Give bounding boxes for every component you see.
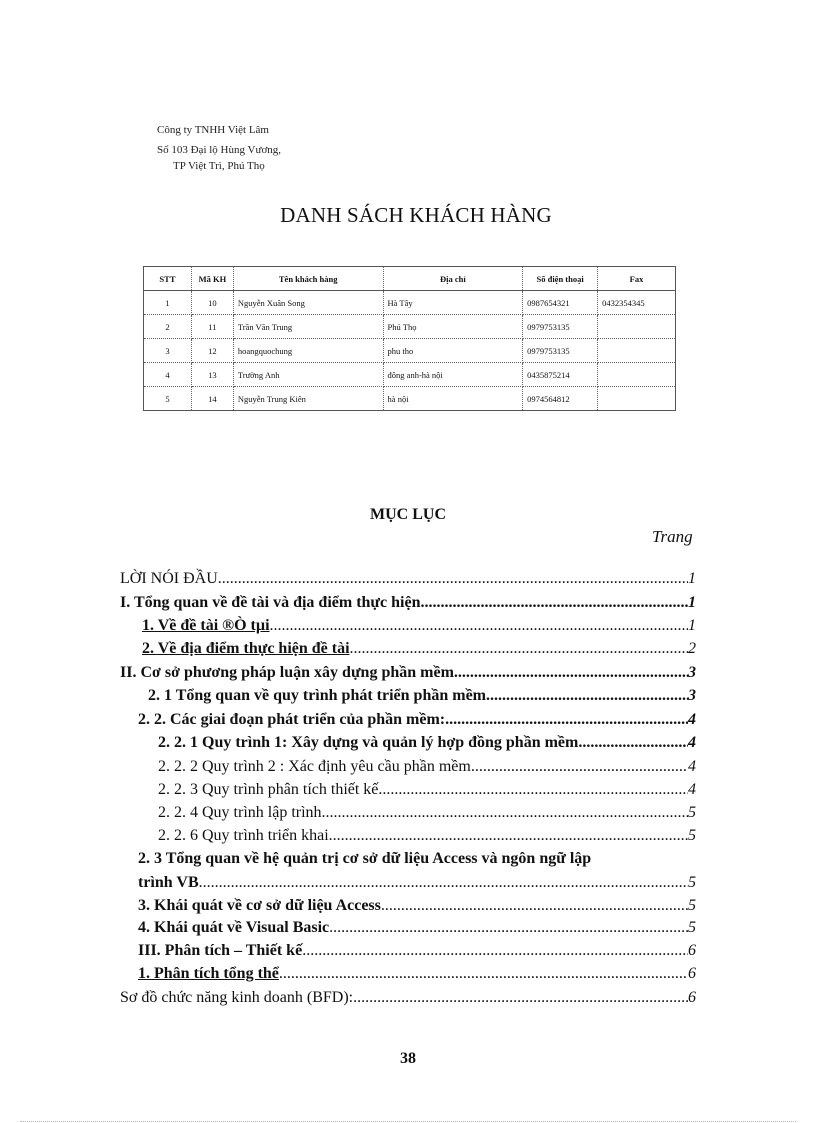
- table-cell: 5: [144, 387, 192, 411]
- toc-entry-text: II. Cơ sở phương pháp luận xây dựng phần mềm: [120, 664, 454, 681]
- table-cell: 0979753135: [523, 315, 598, 339]
- toc-entry-text: 4. Khái quát về Visual Basic: [138, 919, 330, 936]
- toc-entry-page: 5: [688, 919, 696, 936]
- table-cell: 10: [191, 291, 233, 315]
- table-row: [144, 339, 676, 363]
- toc-title: MỤC LỤC: [370, 506, 446, 523]
- table-cell: 0435875214: [523, 363, 598, 387]
- toc-entry-page: 4: [688, 734, 696, 751]
- toc-entry[interactable]: [158, 758, 696, 776]
- table-cell: 12: [191, 339, 233, 363]
- toc-entry-text: 2. 2. 6 Quy trình triển khai: [158, 827, 329, 844]
- column-header: Mã KH: [191, 267, 233, 291]
- toc-entry[interactable]: [158, 827, 696, 845]
- column-header: Số điện thoại: [523, 267, 598, 291]
- company-info: [157, 122, 281, 174]
- customer-table: [143, 266, 676, 411]
- toc-entry-page: 4: [688, 758, 696, 775]
- page-number: 38: [400, 1050, 416, 1067]
- toc-entry[interactable]: [138, 919, 696, 937]
- table-cell: phu tho: [383, 339, 523, 363]
- table-cell: [598, 363, 676, 387]
- page-footer-divider: [20, 1121, 796, 1122]
- table-cell: 13: [191, 363, 233, 387]
- table-cell: 0974564812: [523, 387, 598, 411]
- table-cell: Nguyễn Trung Kiên: [233, 387, 383, 411]
- toc-entry[interactable]: [148, 687, 696, 705]
- toc-entry-text: 2. 3 Tổng quan về hệ quản trị cơ sở dữ liệu Access và ngôn ngữ lập: [138, 850, 592, 867]
- toc-entry-page: 5: [688, 827, 696, 844]
- toc-entry-page: 5: [688, 897, 696, 914]
- table-header-row: [144, 267, 676, 291]
- toc-entry[interactable]: [158, 781, 696, 799]
- toc-entry[interactable]: [120, 594, 696, 612]
- table-cell: [598, 339, 676, 363]
- toc-entry[interactable]: [158, 804, 696, 822]
- table-cell: Phú Thọ: [383, 315, 523, 339]
- toc-entry[interactable]: [138, 942, 696, 960]
- toc-entry[interactable]: [138, 711, 696, 729]
- toc-entry[interactable]: [138, 965, 696, 983]
- toc-entry[interactable]: [138, 874, 696, 892]
- table-row: [144, 387, 676, 411]
- toc-entry-text: 1. Phân tích tổng thể: [138, 965, 279, 982]
- toc-page-label: Trang: [652, 527, 693, 546]
- toc-entry-text: 2. 2. 4 Quy trình lập trình: [158, 804, 322, 821]
- toc-entry-page: 2: [688, 640, 696, 657]
- toc-entry[interactable]: [120, 664, 696, 682]
- table-cell: 4: [144, 363, 192, 387]
- toc-entry-text: 2. 2. 2 Quy trình 2 : Xác định yêu cầu phần mềm: [158, 758, 471, 775]
- toc-entry-page: 6: [688, 942, 696, 959]
- column-header: Địa chỉ: [383, 267, 523, 291]
- table-cell: 0432354345: [598, 291, 676, 315]
- toc-entry-page: 1: [688, 594, 696, 611]
- toc-entry-page: 3: [688, 687, 696, 704]
- toc-entry[interactable]: [120, 570, 696, 588]
- company-address-line1: Số 103 Đại lộ Hùng Vương,: [157, 144, 282, 156]
- toc-entry[interactable]: [120, 989, 696, 1007]
- toc-entry[interactable]: [142, 640, 696, 658]
- toc-entry-page: 5: [688, 874, 696, 891]
- toc-entry-page: 4: [688, 781, 696, 798]
- toc-entry-text: I. Tổng quan về đề tài và địa điểm thực hiện: [120, 594, 421, 611]
- table-cell: 3: [144, 339, 192, 363]
- toc-entry-page: 6: [688, 989, 696, 1006]
- table-cell: Hà Tây: [383, 291, 523, 315]
- table-row: [144, 315, 676, 339]
- table-cell: 0987654321: [523, 291, 598, 315]
- toc-entry[interactable]: [138, 897, 696, 915]
- toc-entry[interactable]: [158, 734, 696, 752]
- table-cell: 14: [191, 387, 233, 411]
- document-title: DANH SÁCH KHÁCH HÀNG: [280, 203, 552, 227]
- company-name: Công ty TNHH Việt Lâm: [157, 124, 269, 136]
- toc-entry-text: 1. Về đề tài ®Ò tµi: [142, 617, 270, 634]
- table-row: [144, 291, 676, 315]
- company-address-line2: TP Việt Trì, Phú Thọ: [173, 160, 265, 172]
- toc-entry-text: III. Phân tích – Thiết kế: [138, 942, 303, 959]
- toc-entry-text: 2. 2. Các giai đoạn phát triển của phần mềm:: [138, 711, 446, 728]
- table-cell: 2: [144, 315, 192, 339]
- toc-entry-page: 1: [688, 570, 696, 587]
- toc-entry-page: 3: [688, 664, 696, 681]
- toc-entry-text: trình VB: [138, 874, 199, 891]
- table-cell: Trần Văn Trung: [233, 315, 383, 339]
- toc-entry-text: 2. 2. 3 Quy trình phân tích thiết kế: [158, 781, 379, 798]
- toc-entry-text: Sơ đồ chức năng kinh doanh (BFD):: [120, 989, 354, 1006]
- table-cell: [598, 315, 676, 339]
- toc-entry-page: 5: [688, 804, 696, 821]
- table-cell: 0979753135: [523, 339, 598, 363]
- column-header: Tên khách hàng: [233, 267, 383, 291]
- toc-entry-page: 4: [688, 711, 696, 728]
- table-cell: [598, 387, 676, 411]
- table-cell: hoangquochung: [233, 339, 383, 363]
- column-header: Fax: [598, 267, 676, 291]
- table-cell: Nguyễn Xuân Song: [233, 291, 383, 315]
- toc-entry-text: 2. Về địa điểm thực hiện đề tài: [142, 640, 350, 657]
- toc-entry-text: 2. 1 Tổng quan về quy trình phát triển phần mềm: [148, 687, 486, 704]
- toc-entry-text: 2. 2. 1 Quy trình 1: Xây dựng và quản lý hợp đồng phần mềm: [158, 734, 579, 751]
- toc-entry-page: 6: [688, 965, 696, 982]
- column-header: STT: [144, 267, 192, 291]
- table-cell: hà nội: [383, 387, 523, 411]
- toc-entry-page: 1: [688, 617, 696, 634]
- toc-entry[interactable]: [142, 617, 696, 635]
- table-cell: 11: [191, 315, 233, 339]
- toc-entry[interactable]: [138, 850, 696, 868]
- table-cell: 1: [144, 291, 192, 315]
- table-cell: đông anh-hà nội: [383, 363, 523, 387]
- table-row: [144, 363, 676, 387]
- toc-entry-text: 3. Khái quát về cơ sở dữ liệu Access: [138, 897, 381, 914]
- toc-entry-text: LỜI NÓI ĐẦU: [120, 570, 218, 587]
- table-cell: Trường Anh: [233, 363, 383, 387]
